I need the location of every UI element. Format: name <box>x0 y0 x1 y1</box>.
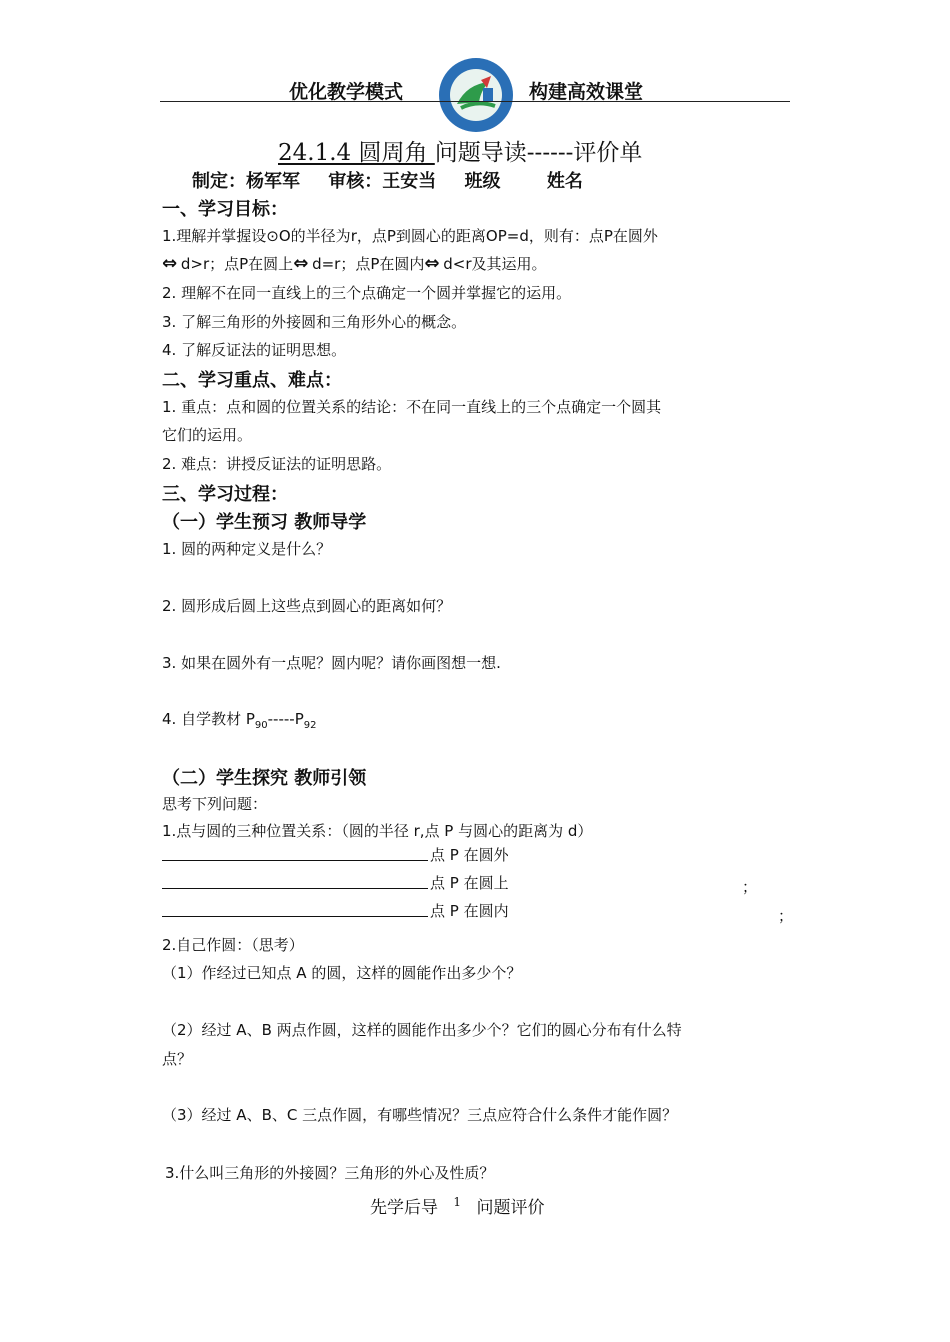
semicolon-3: ； <box>778 907 794 925</box>
focus-2: 2. 难点：讲授反证法的证明思路。 <box>162 455 392 473</box>
preview-q4-text: 4. 自学教材 P <box>162 710 255 728</box>
title-rest: 问题导读------评价单 <box>434 140 643 166</box>
iff-arrow-icon: ⇔ <box>424 253 439 274</box>
goal-1b-part1: d>r；点P在圆上 <box>180 255 294 273</box>
explore-p2b-line2: 点？ <box>162 1050 193 1068</box>
blank-line-2[interactable] <box>162 888 428 889</box>
preview-q4-page-start: 90 <box>254 720 268 731</box>
section-3-heading: 三、学习过程： <box>162 484 288 505</box>
header-left: 优化教学模式 <box>289 81 404 103</box>
preview-q4 <box>162 708 316 731</box>
title-underlined: 24.1.4 圆周角 <box>278 140 435 166</box>
subsection-2-heading: （二）学生探究 教师引领 <box>162 768 367 789</box>
page-title <box>278 134 642 167</box>
meta-reviewer: 审核：王安当 <box>328 171 437 192</box>
header-rule <box>160 101 790 102</box>
goal-4: 4. 了解反证法的证明思想。 <box>162 341 347 359</box>
preview-q1: 1. 圆的两种定义是什么？ <box>162 540 332 558</box>
school-logo-icon <box>437 56 515 134</box>
footer <box>370 1193 544 1218</box>
footer-left: 先学后导 <box>370 1198 438 1218</box>
goal-1b-part2: d=r；点P在圆内 <box>312 255 425 273</box>
explore-p2c: （3）经过 A、B、C 三点作圆，有哪些情况？三点应符合什么条件才能作圆？ <box>162 1106 678 1124</box>
goal-1b <box>162 253 547 274</box>
explore-p2a: （1）作经过已知点 A 的圆，这样的圆能作出多少个？ <box>162 964 522 982</box>
footer-right: 问题评价 <box>476 1198 545 1218</box>
page-number: 1 <box>453 1195 462 1210</box>
blank-label-3: 点 P 在圆内 <box>430 902 509 920</box>
iff-arrow-icon: ⇔ <box>293 253 308 274</box>
explore-p2b-line1: （2）经过 A、B 两点作圆，这样的圆能作出多少个？它们的圆心分布有什么特 <box>162 1021 682 1039</box>
preview-q4-dash: -----P <box>267 710 304 728</box>
focus-1a: 1. 重点：点和圆的位置关系的结论：不在同一直线上的三个点确定一个圆其 <box>162 398 662 416</box>
blank-line-3[interactable] <box>162 916 428 917</box>
think-prompt: 思考下列问题： <box>162 795 268 813</box>
meta-line <box>192 167 605 193</box>
blank-line-1[interactable] <box>162 860 428 861</box>
meta-maker: 制定：杨军军 <box>192 171 300 192</box>
meta-name: 姓名 <box>546 171 583 192</box>
explore-p2: 2.自己作圆：（思考） <box>162 936 304 954</box>
meta-class: 班级 <box>464 171 501 192</box>
header-right: 构建高效课堂 <box>529 81 644 103</box>
goal-1b-part3: d<r及其运用。 <box>443 255 547 273</box>
focus-1b: 它们的运用。 <box>162 426 253 444</box>
goal-3: 3. 了解三角形的外接圆和三角形外心的概念。 <box>162 313 467 331</box>
goal-2: 2. 理解不在同一直线上的三个点确定一个圆并掌握它的运用。 <box>162 284 572 302</box>
explore-p1: 1.点与圆的三种位置关系：（圆的半径 r,点 P 与圆心的距离为 d） <box>162 822 593 840</box>
explore-p3: 3.什么叫三角形的外接圆？三角形的外心及性质？ <box>165 1164 495 1182</box>
preview-q2: 2. 圆形成后圆上这些点到圆心的距离如何？ <box>162 597 452 615</box>
iff-arrow-icon: ⇔ <box>162 253 177 274</box>
blank-label-2: 点 P 在圆上 <box>430 874 509 892</box>
blank-label-1: 点 P 在圆外 <box>430 846 509 864</box>
section-1-heading: 一、学习目标： <box>162 199 288 220</box>
preview-q3: 3. 如果在圆外有一点呢？圆内呢？请你画图想一想. <box>162 654 501 672</box>
subsection-1-heading: （一）学生预习 教师导学 <box>162 512 367 533</box>
preview-q4-page-end: 92 <box>303 720 317 731</box>
goal-1a: 1.理解并掌握设⊙O的半径为r，点P到圆心的距离OP=d，则有：点P在圆外 <box>162 227 658 245</box>
semicolon-2: ； <box>742 878 758 896</box>
section-2-heading: 二、学习重点、难点： <box>162 370 342 391</box>
